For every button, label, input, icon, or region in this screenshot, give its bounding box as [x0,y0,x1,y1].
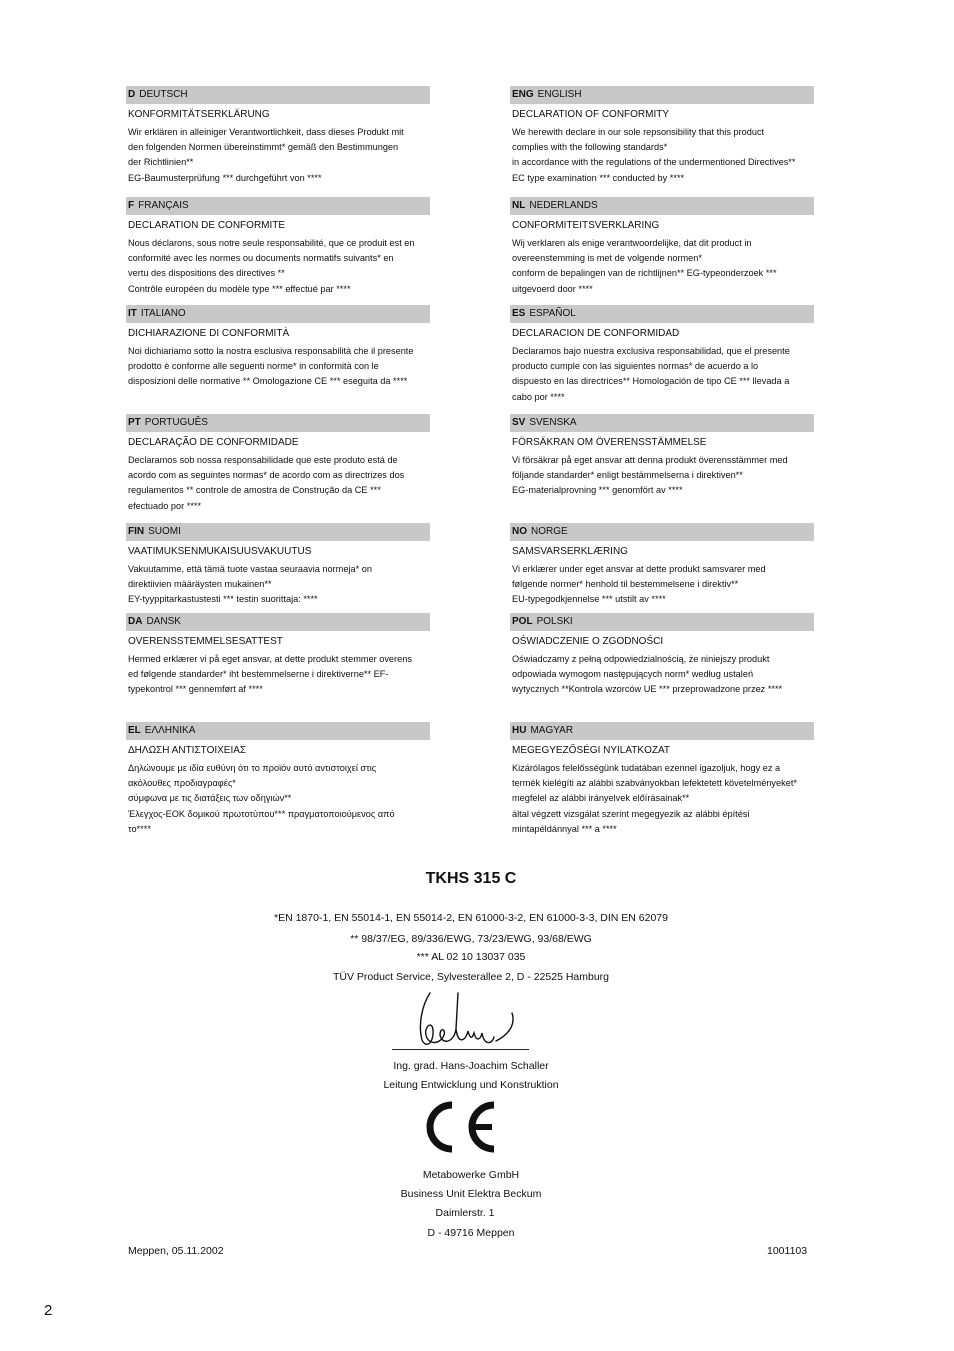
lang-code: PT [128,417,141,428]
section-title: DECLARAÇÃO DE CONFORMIDADE [128,437,299,448]
section-de [126,86,430,186]
section-da [126,613,430,698]
lang-name: MAGYAR [530,725,574,736]
lang-code: HU [512,725,527,736]
lang-code: D [128,89,136,100]
lang-code: EL [128,725,141,736]
section-header [510,523,814,541]
lang-name: DANSK [146,616,181,627]
section-header [510,86,814,104]
lang-code: NL [512,200,526,211]
section-body: Kizárólagos felelősségünk tudatában ezennel igazoljuk, hogy ez a termék kielégíti az alábbi szabványokban lefektetett követelményeket* megfelel az alábbi irányelvek előírásainak** által végzett vizsgálat szerint megegyezik az alábbi építési mintapéldánnyal *** a **** [512,763,797,834]
section-es [510,305,814,405]
company-name: Metabowerke GmbH [422,1169,520,1181]
section-body: Hermed erklærer vi på eget ansvar, at dette produkt stemmer overens ed følgende standarder* iht bestemmelserne i direktiverne** EF- typekontrol *** gennemført af **** [128,654,412,695]
section-nl [510,197,814,297]
section-header [510,414,814,432]
section-pl [510,613,814,698]
section-body: Vakuutamme, että tämä tuote vastaa seuraavia normeja* on direktiivien määräysten mukainen** EY-tyyppitarkastustesti *** testin suorittaja: **** [128,564,372,605]
section-fi [126,523,430,608]
section-title: VAATIMUKSENMUKAISUUSVAKUUTUS [128,546,312,557]
lang-name: ENGLISH [537,89,582,100]
section-header [126,722,430,740]
ce-mark-icon [419,1100,499,1154]
section-body: Wij verklaren als enige verantwoordelijke, dat dit product in overeenstemming is met de volgende normen* conform de bepalingen van de richtlijnen** EG-typeonderzoek *** uitgevoerd door **** [512,238,777,294]
section-title: MEGEGYEZŐSÉGI NYILATKOZAT [512,745,670,756]
lang-name: FRANÇAIS [138,200,189,211]
signer-name: Ing. grad. Hans-Joachim Schaller [393,1060,549,1072]
lang-name: SUOMI [148,526,181,537]
section-hu [510,722,814,837]
lang-name: ITALIANO [140,308,186,319]
section-header [510,722,814,740]
section-sv [510,414,814,499]
section-it [126,305,430,390]
section-header [510,613,814,631]
section-no [510,523,814,608]
section-body: We herewith declare in our sole repsonsibility that this product complies with the following standards* in accordance with the regulations of the undermentioned Directives** EC type examination *** conducted by **** [512,127,796,183]
page-number: 2 [44,1302,53,1319]
signature-line [392,1049,529,1050]
lang-code: NO [512,526,527,537]
section-body: Nous déclarons, sous notre seule responsabilité, que ce produit est en conformité avec les normes ou documents normatifs suivants* en vertu des dispositions des directives ** Contrôle européen du modèle type *** effectué par **** [128,238,415,294]
lang-code: SV [512,417,526,428]
section-body: Δηλώνουμε με ιδία ευθύνη ότι το προϊόν αυτό αντιστοιχεί στις ακόλουθες προδιαγραφές* σύμφωνα με τις διατάξεις των οδηγιών** Έλεγχος-ΕΟΚ δομικού πρωτοτύπου*** πραγματοποιούμενος από το**** [128,763,395,834]
lang-code: DA [128,616,143,627]
standards-line: *EN 1870-1, EN 55014-1, EN 55014-2, EN 61000-3-2, EN 61000-3-3, DIN EN 62079 [274,912,668,924]
directives-line: ** 98/37/EG, 89/336/EWG, 73/23/EWG, 93/68/EWG [350,933,592,945]
section-title: DECLARATION OF CONFORMITY [512,109,670,120]
lang-code: ENG [512,89,534,100]
lang-name: PORTUGUÊS [144,417,208,428]
section-header [126,613,430,631]
lang-code: FIN [128,526,145,537]
section-header [510,305,814,323]
section-body: Wir erklären in alleiniger Verantwortlichkeit, dass dieses Produkt mit den folgenden Normen übereinstimmt* gemäß den Bestimmungen der Richtlinien** EG-Baumusterprüfung *** durchgeführt von **** [128,127,404,183]
section-title: ΔΗΛΩΣΗ ΑΝΤΙΣΤΟΙΧΕΙΑΣ [128,745,247,756]
document-number: 1001103 [767,1245,808,1257]
section-body: Vi försäkrar på eget ansvar att denna produkt överensstämmer med följande standarder* enligt bestämmelserna i direktiven** EG-materialprovning *** genomfört av **** [512,455,788,496]
section-title: OŚWIADCZENIE O ZGODNOŚCI [512,636,664,647]
lang-code: IT [128,308,137,319]
section-body: Declaramos bajo nuestra exclusiva responsabilidad, que el presente producto cumple con las siguientes normas* de acuerdo a lo dispuesto en las directrices** Homologación de tipo CE *** llevada a cabo por **** [512,346,790,402]
section-en [510,86,814,186]
section-title: OVERENSSTEMMELSESATTEST [128,636,283,647]
section-header [126,197,430,215]
lang-code: F [128,200,135,211]
signer-role: Leitung Entwicklung und Konstruktion [383,1079,559,1091]
section-title: FÖRSÄKRAN OM ÖVERENSSTÄMMELSE [512,437,707,448]
section-header [126,414,430,432]
section-el [126,722,430,837]
section-body: Vi erklærer under eget ansvar at dette produkt samsvarer med følgende normer* henhold til bestemmelsene i direktiv** EU-typegodkjennelse *** utstilt av **** [512,564,766,605]
certificate-number: *** AL 02 10 13037 035 [416,951,526,963]
section-title: KONFORMITÄTSERKLÄRUNG [128,109,270,120]
lang-name: POLSKI [536,616,573,627]
signature [400,985,530,1055]
place-date: Meppen, 05.11.2002 [128,1245,224,1257]
section-header [126,86,430,104]
lang-name: DEUTSCH [139,89,188,100]
lang-name: NORGE [531,526,568,537]
lang-name: ΕΛΛΗΝΙΚΑ [144,725,196,736]
lang-code: ES [512,308,526,319]
section-pt [126,414,430,514]
lang-code: POL [512,616,533,627]
business-unit: Business Unit Elektra Beckum [400,1188,542,1200]
section-title: DECLARACION DE CONFORMIDAD [512,328,680,339]
section-header [510,197,814,215]
section-body: Noi dichiariamo sotto la nostra esclusiva responsabilità che il presente prodotto è conforme alle seguenti norme* in conformità con le disposizioni delle normative ** Omologazione CE *** eseguita da **** [128,346,414,387]
section-fr [126,197,430,297]
section-title: DECLARATION DE CONFORMITE [128,220,286,231]
street-address: Daimlerstr. 1 [435,1207,495,1219]
section-body: Declaramos sob nossa responsabilidade que este produto está de acordo com as seguintes normas* de acordo com as directrizes dos regulamentos ** controle de amostra de Construção da CE *** efectuado por **** [128,455,405,511]
section-title: SAMSVARSERKLÆRING [512,546,628,557]
lang-name: NEDERLANDS [529,200,598,211]
section-body: Oświadczamy z pełną odpowiedzialnością, że niniejszy produkt odpowiada wymogom następujących norm* według ustaleń wytycznych **Kontrola wzorców UE *** przeprowadzone przez **** [512,654,783,695]
section-header [126,523,430,541]
lang-name: ESPAÑOL [529,308,576,319]
notified-body: TÜV Product Service, Sylvesterallee 2, D - 22525 Hamburg [332,971,610,983]
lang-name: SVENSKA [529,417,577,428]
section-title: DICHIARAZIONE DI CONFORMITÀ [128,328,290,339]
city-address: D - 49716 Meppen [427,1227,515,1239]
section-title: CONFORMITEITSVERKLARING [512,220,660,231]
section-header [126,305,430,323]
model-name: TKHS 315 C [425,870,517,887]
